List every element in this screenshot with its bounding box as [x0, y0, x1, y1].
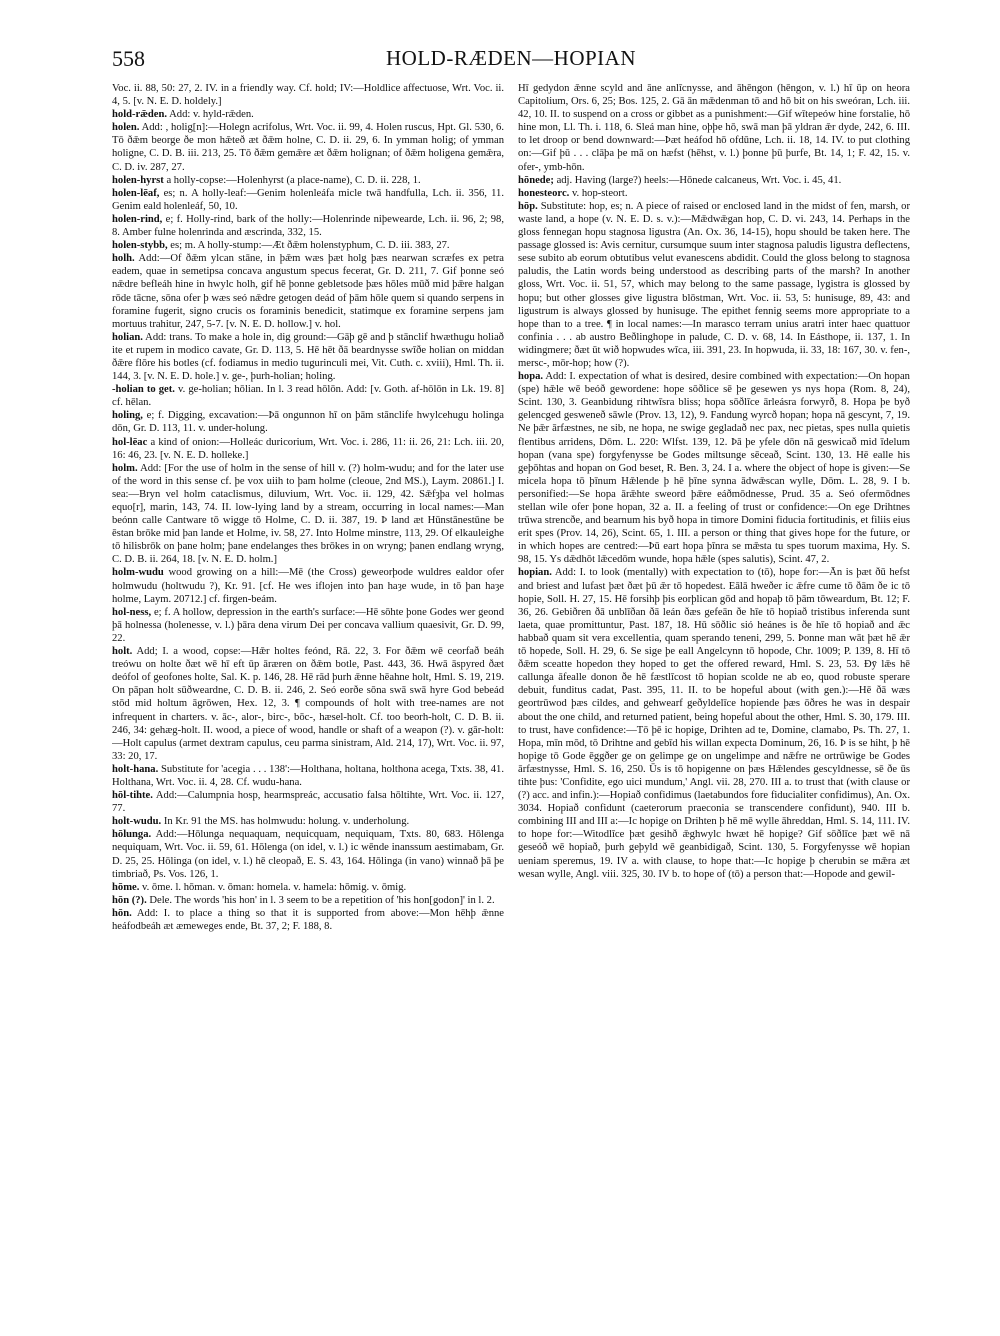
entry-headword: holt-hana. [112, 763, 159, 775]
entry-headword: hōnede; [518, 174, 554, 186]
running-head: HOLD-RÆDEN—HOPIAN [386, 46, 636, 70]
entry-text: v. hop-steort. [571, 187, 628, 199]
dictionary-entry [518, 174, 910, 187]
dictionary-entry [518, 82, 910, 174]
entry-headword: hōn (?). [112, 894, 147, 906]
page-header [112, 40, 910, 70]
dictionary-entry [518, 200, 910, 370]
entry-text: a holly-copse:—Holenhyrst (a place-name), C. D. ii. 228, 1. [166, 174, 421, 186]
dictionary-entry [112, 331, 504, 383]
dictionary-entry [112, 409, 504, 435]
entry-text: e; f. Holly-rind, bark of the holly:—Holenrinde niþewearde, Lch. ii. 96, 2; 98, 8. Amber fulne holenrinda and æscrinda, 332, 15. [112, 213, 504, 239]
dictionary-entry [518, 566, 910, 880]
entry-headword: hopa. [518, 371, 544, 383]
entry-text: Dele. The words 'his hon' in l. 3 seem to be a repetition of 'his hon[godon]' in l. 2. [149, 894, 495, 906]
entry-text: Substitute for 'acegia . . . 138':—Holthana, holtana, holthona acega, Txts. 38, 41. Holthana, Wrt. Voc. ii. 4, 28. Cf. wudu-hana. [112, 763, 504, 788]
entry-headword: holt. [112, 646, 133, 658]
dictionary-entry [112, 815, 504, 828]
entry-text: Substitute: hop, es; n. A piece of raised or enclosed land in the midst of fen, marsh, or waste land, a hope (v. N. E. D. s. v.):—Mǣdwǣgan hop, C. D. vi. 243, 14. Perhaps in the gloss fennegan hopu stagnosa ligustra (An. Ox. 36, 14-15), hopu should be taken here. The passage glossed is: Avis cernitur, cursumque suum inter stagnosa paludis ligustra deflectens, sese subito ab eorum obtutibus velut evanescens abdidit. Could the gloss belong to stagnosa paludis, the Latin words being understood as describing parts of the marsh? In another gloss, Wrt. Voc. ii. 51, 57, which may belong to the same passage, lygistra is glossed by hopu; but other glosses give ligustra blōstman, Wrt. Voc. ii. 53, 5: hunisuge, 89, 43: and ligustrum is always glossed by hunisuge. The epithet fennig seems more appropriate to a hope than to a tree. ¶ in local names:—In marasco terram unius aratri inter haec quattuor confinia . . . ab austro Beðlinghope in palude, C. D. v. 68, 14. In Eásthope, ii. 137, 1. In widingmere; ðæt ūt wið hopwudes wīca, iii. 391, 23. In hopwuda, ii. 33, 18: 167, 30. v. fen-, mersc-, mōr-hop; how (?). [518, 200, 910, 369]
right-column [518, 82, 910, 1314]
entry-headword: hōme. [112, 881, 140, 893]
entry-text: Add: [For the use of holm in the sense of hill v. (?) holm-wudu; and for the later use of the word in this sense cf. þe vox uiih to þam holme (cleoue, 2nd MS.), Laym. 20861.] I. sea:—Bryn vel holm cataclismus, diluvium, Wrt. Voc. ii. 129, 42. Sǣfȝþa vel holmas equo[r], marin, 143, 74. II. low-lying land by a stream, occurring in local names:—Man beónn calle Cantware tō wigge tō Holme, C. D. ii. 387, 19. Þ land æt Hūnstānestūne be ēstan brōke mid þan lande et Holme, iv. 58, 27. Into Holme minstre, 113, 29. Of elkauleighe tō hilisbrōk on þane holm; þane endelanges thes brōkes in on wryng; þanen endlang wryng, C. D. B. ii. 264, 18. [v. N. E. D. holm.] [112, 462, 504, 566]
entry-text: In Kr. 91 the MS. has holmwudu: holung. v. underholung. [163, 816, 410, 828]
entry-text: es; m. A holly-stump:—Æt ðǣm holenstyphum, C. D. iii. 383, 27. [170, 240, 450, 252]
entry-headword: -holian to get. [112, 384, 175, 396]
dictionary-entry [112, 252, 504, 331]
entry-text: v. ōme. l. hōman. v. ōman: homela. v. hamela: hōmig. v. ōmig. [142, 881, 407, 893]
entry-headword: holen-lēaf, [112, 187, 160, 199]
dictionary-entry [112, 881, 504, 894]
entry-text: Hī gedydon ǣnne scyld and āne anlīcnysse, and āhēngon (hēngon, v. l.) hī ūp on heora Capitolium, Ors. 6, 25; Bos. 125, 2. Gā ān mǣdenman tō and hō bit on his sweóran, Lch. iii. 42, 10. II. to suspend on a cross or gibbet as a punishment:—Gif wītepeów hine forstalie, hō hine mon, Ll. Th. i. 118, 6. Sleá man hine, oþþe hō, swā man þā yldran ǣr dyde, 242, 6. III. to let droop or bend downward:—Þæt heáfod hō ofdūne, Lch. ii. 18, 14. IV. to put clothing on:—Gif þū . . . clāþa þe mā on hæfst (hēhst, v. l.) þonne þū þurfe, Bt. 14, 1; F. 42, 15. v. ofer-, ymb-hōn. [518, 83, 910, 173]
entry-text: Add: , holig[n]:—Holegn acrifolus, Wrt. Voc. ii. 99, 4. Holen ruscus, Hpt. Gl. 530, 6. Tō ðǣm beorge ðe mon hǣteð æt ðǣm holne, C. D. ii. 29, 6. In ymman holig; of ymman holigne, C. D. B. iii. 213, 25. Tō ðǣm gemǣre æt ðǣm holignan; of ðǣm holigena gemǣra, C. D. iv. 287, 27. [112, 122, 504, 173]
dictionary-entry [112, 174, 504, 187]
dictionary-entry [112, 239, 504, 252]
entry-text: Add; I. a wood, copse:—Hǣr holtes feónd, Rā. 22, 3. For ðǣm wē ceorfað beáh treówu on holte ðæt wē hī eft ūp āræren on ðǣm botle, Past. 443, 36. Hwā āspyred ðæt deófol of geofones holte, Sal. K. p. 146, 28. Hē rād þurh ǣnne hēahne holt, Hml. S. 19, 219. On pāpan holt sūðweardne, C. D. B. ii. 246, 2. Seó eorðe sōna swā swā hyre God bebeád stōd mid holtum āgrōwen, Hex. 12, 3. ¶ compounds of holt with tree-names are not infrequent in charters. v. āc-, alor-, birc-, bōc-, hæsel-holt. Cf. too beorh-holt, C. D. B. ii. 246, 34: gehæg-holt. II. wood, a piece of wood, handle or shaft of a weapon (?). v. gār-holt:—Holt capulus (armet dextram capulus, ceu parma sinistram, Ald. 214, 17), Wrt. Voc. ii. 97, 33: 20, 17. [112, 646, 504, 762]
entry-headword: holen-stybb, [112, 240, 168, 252]
dictionary-entry [112, 187, 504, 213]
entry-text: e; f. A hollow, depression in the earth's surface:—Hē sōhte þone Godes wer geond þā holnessa (holenesse, v. l.) þāra dena virum Dei per concava vallium quaesivit, Gr. D. 99, 22. [112, 606, 504, 644]
entry-headword: hōlunga. [112, 829, 152, 841]
page-number: 558 [112, 46, 145, 71]
dictionary-entry [112, 606, 504, 645]
dictionary-entry [112, 462, 504, 567]
entry-text: Add:—Calumpnia hosp, hearmspreác, accusatio falsa hōltihte, Wrt. Voc. ii. 127, 77. [112, 790, 504, 815]
dictionary-entry [112, 907, 504, 933]
entry-text: Add: I. to look (mentally) with expectation to (tō), hope for:—Ān is þæt ðū hefst and briest and lufast þæt ðæt þū ǣr tō hopedest. Eālā hweðer ic ǣfre cume tō ðām ðe ic tō hopie, Soll. H. 27, 15. Hē forsihþ þis eorþlican gōd and hopaþ tō þām tōweardum, Bt. 12; F. 36, 26. Gebiðren ðā unblīðan ðā leán ðæs gefeān ðe hīe tō hopiað tristibus inferenda sunt laeta, quae promittuntur, Past. 187, 18. Hū sōðlic sió heánes is ðe hīe tō hopiað and ǣc habbað quam sit vera excellentia, quam sperando teneni, 299, 5. Þonne man wāt þæt hē ǣr tō hopede, Soll. H. 29, 6. Se sige þe eall Angelcynn tō hopode, Chr. 1009; P. 139, 8. Hī tō ðǣm sceatte hopedon they hoped to get the offered reward, Hml. S. 23, 53. Ðȳ lǣs hē callunga āfealle donon ðe hē fæstlīcost tō hopian scolde ne ab eo, quod robuste sperare debuit, funditus cadat, Past. 395, 11. II. to be hopeful about (with gen.):—Hē ðā wæs geortrūwod þæs cildes, and gehwearf geðyldelīce hopiende þæs ōðres he was in despair about the one child, and returned patient, being hopeful about the other, Hml. S. 30, 179. III. to trust, have confidence:—Tō þē ic hopige, Drihten ad te, Domine, clamabo, Ps. Th. 27, 1. Hopa, mīn mōd, tō Drihtne and gebīd his willan expecta Dominum, 26, 16. Þ is se hiht, þ hē hopige tō Gode ēggðer ge on gelimpe ge on ungelimpe and nǣfre ne ortrūwige be Godes ārfæstnysse, Hml. S. 16, 250. Ūs is tō hopigenne on þæs Hǣlendes gescyldnesse, sē ðe ūs tihte þus: 'Confidite, ego uici mundum,' Angl. vii. 28, 270. III a. to trust that (with clause or (?) acc. and infin.):—Hopiað confidimus (laetabundos fore fiducialiter confidimus), An. Ox. 3034. Hopiað confidunt (caeterorum praeconia se transcendere confidunt), 940. III b. combining III and III a:—Ic hopige on Drihten þ hē mē wylle āhreddan, Hml. S. 14, 111. IV. to hope for:—Witodlīce þæt gesihð ǣghwylc hwæt hē hopige? Gif sōðlīce þæt wē nā geseóð wē hopiað, þurh geþyld wē geanbidigað, Scint. 130, 5. Forgyfenysse wē hopian ueniam speremus, 19. IV a. with clause, to hope that:—Ic hopige þ cherubin se mǣra æt wesan wylle, Angl. viii. 325, 30. IV b. to hope of (tō) a person that:—Hopode and gewil- [518, 567, 910, 880]
entry-text: Add: I. to place a thing so that it is supported from above:—Mon hēhþ ǣnne heáfodbeáh æt æmeweges ende, Bt. 37, 2; F. 188, 8. [112, 907, 504, 932]
entry-headword: holm-wudu [112, 567, 164, 579]
entry-text: Add: trans. To make a hole in, dig ground:—Gāþ gē and þ stānclif hwæthugu holiað ite et rupem in modico cavate, Gr. D. 113, 5. Hē hēt ðā beardnysse swīðe holian on middan ðǣre flōre his botles (cf. fodiamus in medio tugurinculi mei, Vit. Cuth. c. xviii), Hml. Th. ii. 144, 3. [v. N. E. D. hole.] v. ge-, þurh-holian; holing. [112, 331, 504, 383]
entry-headword: holing, [112, 410, 143, 422]
dictionary-entry [112, 121, 504, 173]
dictionary-entry [518, 370, 910, 566]
entry-text: Add: I. expectation of what is desired, desire combined with expectation:—On hopan (spe) hǣle wē beóð gewordene: hope sōðlice sē þe gesewen ys nys hopa (Rom. 8, 24), Scint. 130, 3. Geanbidung rihtwīsra bliss; hopa sōðlīce ārleásra forwyrð, 8. Hopa þe byð gelencged gesweneð sāwle (Prov. 13, 12), 9. Fandung wyrcð hopan; hopa nā gescynt, 7, 19. Ne þǣr ārfæstnes, ne sib, ne hopa, ne swige gegladað nec pax, nec pietas, spes nulla quietis flentibus arridens, Dōm. L. 220: Wlfst. 139, 12. Þā þe yfele dōn nā geswicað mid īdelum hopan (vana spe) forgyfenysse be Godes miltsunge sēceað, Scint. 130, 13. Hē ealle his geþōhtas and hopan on God beset, R. Ben. 3, 24. I a. where the object of hope is given:—Se micela hopa tō þīnum Hǣlende þ hē þīne synna ādwǣscan wylle, Dōm. L. 28, 9. I b. personified:—Se hopa ārǣhte sweord þǣre eáðmōdnesse, Prud. 35 a. Seó ofermōdnes stellan wile ofer þone hopan, 32 a. II. a feeling of trust or confidence:—On ege Drihtnes trūwa strencðe, and bearnum his byð hopa in timore Domini fiducia fortitudinis, et filiis eius erit spes (Prov. 14, 26), Scint. 65, 1. III. a person or thing that gives hope for the future, or in which hopes are centred:—Þū eart hopa þīnra se mǣsta tu spes tuorum maxima, Hy. S. 98, 15. Ys dǣdhōt lǣcedōm wunde, hopa hǣle (spes salutis), Scint. 47, 2. [518, 371, 910, 566]
entry-headword: holian. [112, 331, 143, 343]
entry-headword: holt-wudu. [112, 816, 162, 828]
entry-text: es; n. A holly-leaf:—Genim holenleáfa micle twā handfulla, Lch. ii. 356, 11. Genim eald holenleáf, 50, 10. [112, 187, 504, 212]
entry-headword: hōp. [518, 200, 538, 212]
entry-headword: hol-lēac [112, 436, 148, 448]
entry-text: Add: v. hyld-rǣden. [169, 109, 254, 121]
dictionary-entry [112, 108, 504, 121]
entry-headword: hold-rǣden. [112, 109, 168, 121]
entry-headword: holen-hyrst [112, 174, 164, 186]
entry-text: Add:—Hōlunga nequaquam, nequicquam, nequiquam, Txts. 80, 683. Hōlenga nequiquam, Wrt. Voc. ii. 59, 61. Hōlenga (on idel, v. l.) ic wēnde inanssum aestimabam, Gr. D. 25, 25. Hōlinga (on idel, v. l.) hē cleopað, E. S. 43, 164. Hōlinga (in vano) winnað þā þe timbriað, Ps. Vos. 126, 1. [112, 829, 504, 880]
dictionary-entry [112, 763, 504, 789]
entry-headword: holen-rind, [112, 213, 163, 225]
entry-text: wood growing on a hill:—Mē (the Cross) geweorþode wuldres ealdor ofer holmwudu (holtwudu ?), Kr. 91. [cf. He wes iflojen into þan haȝe wude, in tō þan haȝe holme, Laym. 20712.] cf. firgen-beám. [112, 567, 504, 605]
entry-text: e; f. Digging, excavation:—Þā ongunnon hī on þām stānclife hwylcehugu holinga dōn, Gr. D. 113, 11. v. under-holung. [112, 410, 504, 435]
dictionary-entry [112, 789, 504, 815]
entry-headword: holen. [112, 122, 140, 134]
entry-headword: hopian. [518, 567, 552, 579]
dictionary-entry [112, 436, 504, 462]
dictionary-entry [112, 645, 504, 763]
dictionary-entry [112, 213, 504, 239]
entry-text: adj. Having (large?) heels:—Hōnede calcaneus, Wrt. Voc. i. 45, 41. [556, 174, 842, 186]
entry-headword: honesteorc. [518, 187, 570, 199]
entry-text: Voc. ii. 88, 50: 27, 2. IV. in a friendly way. Cf. hold; IV:—Holdlice affectuose, Wrt. Voc. ii. 4, 5. [v. N. E. D. holdely.] [112, 83, 504, 108]
dictionary-entry [112, 828, 504, 880]
entry-text: Add:—Of ðǣm ylcan stāne, in þǣm wæs þæt holg þæs nearwan scræfes ex petra eadem, quae in semetipsa concava angustum specus fecerat, Gr. D. 211, 7. Gif þonne seó nǣdre befleáh hine in hwylc holh, gif hē þonne gebletsode þæs hōles mūð mid þǣre halgan rōde tācne, sōna ofer þ wæs seó nǣdre getogen deád of þām hōle quem si quando serpens in foramine fugerit, signo crucis os foraminis benedicit, statimque ex foramine serpens jam mortuus trahitur, 247, 5-7. [v. N. E. D. hollow.] v. hol. [112, 253, 504, 330]
dictionary-entry [518, 187, 910, 200]
entry-headword: hol-ness, [112, 606, 152, 618]
entry-headword: hōn. [112, 907, 132, 919]
dictionary-entry [112, 894, 504, 907]
entry-headword: hōl-tihte. [112, 790, 153, 802]
dictionary-entry [112, 566, 504, 605]
dictionary-entry [112, 82, 504, 108]
dictionary-entry [112, 383, 504, 409]
entry-headword: holm. [112, 462, 138, 474]
left-column [112, 82, 504, 1314]
entry-headword: holh. [112, 253, 135, 265]
entry-text: a kind of onion:—Holleác duricorium, Wrt. Voc. i. 286, 11: ii. 26, 21: Lch. iii. 20, 16: 46, 23. [v. N. E. D. holleke.] [112, 436, 504, 461]
entry-text: v. ge-holian; hōlian. In l. 3 read hōlōn. Add: [v. Goth. af-hōlōn in Lk. 19. 8] cf. hēlan. [112, 384, 504, 409]
